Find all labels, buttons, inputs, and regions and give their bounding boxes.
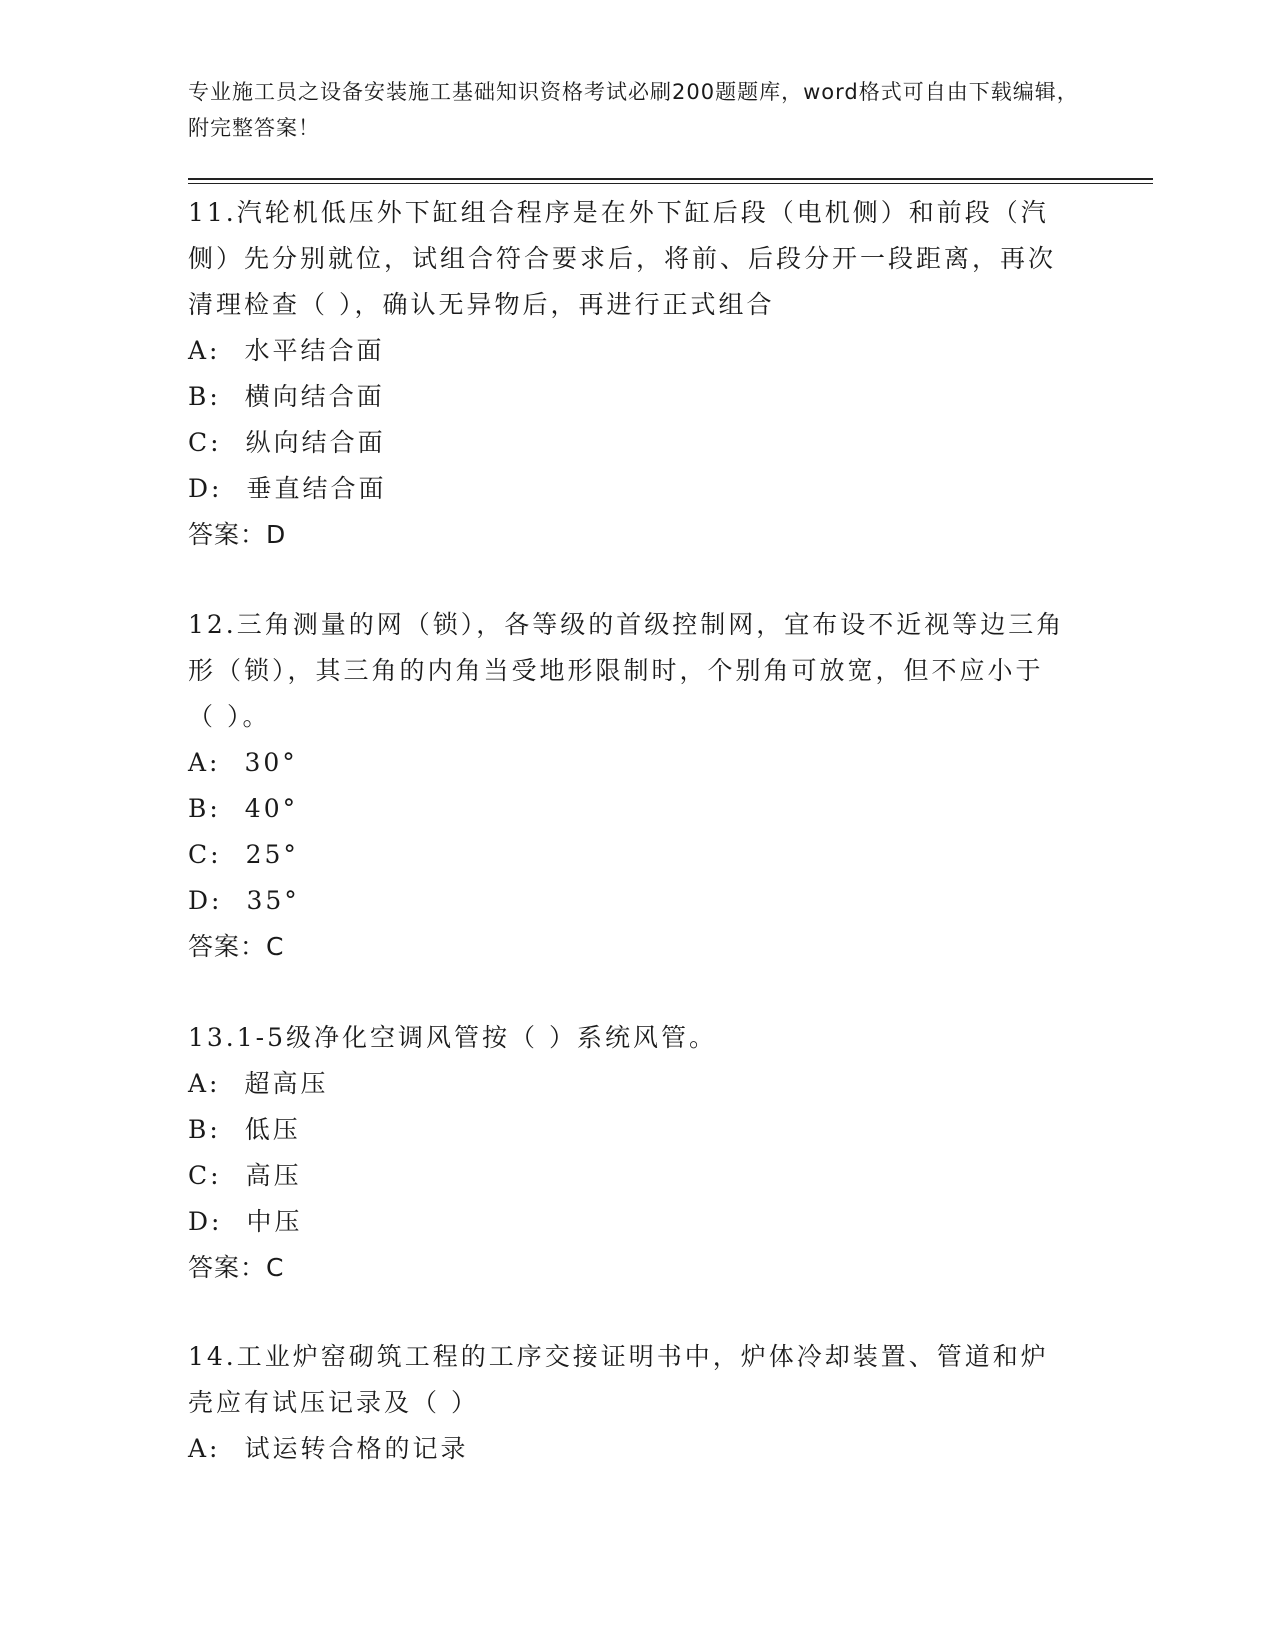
question-stem: 11.汽轮机低压外下缸组合程序是在外下缸后段（电机侧）和前段（汽侧）先分别就位，试组合符合要求后，将前、后段分开一段距离，再次清理检查（ ），确认无异物后，再进行正式组合 (188, 198, 1057, 319)
option-text: 横向结合面 (244, 382, 385, 411)
option-key: C: (188, 1161, 222, 1190)
option-text: 35° (246, 886, 300, 915)
option-text: 中压 (246, 1207, 303, 1236)
answer-line (188, 512, 1068, 558)
option-key: D: (188, 886, 223, 915)
header-divider-thin (188, 183, 1153, 184)
answer-value: C (266, 932, 285, 961)
option-text: 垂直结合面 (246, 474, 387, 503)
answer-value: D (266, 520, 287, 549)
option-b (188, 786, 1068, 832)
option-key: D: (188, 474, 223, 503)
question-stem: 12.三角测量的网（锁），各等级的首级控制网，宜布设不近视等边三角形（锁），其三角的内角当受地形限制时，个别角可放宽，但不应小于（ ）。 (188, 610, 1065, 731)
question-block (188, 1334, 1068, 1472)
option-b (188, 374, 1068, 420)
option-text: 40° (244, 794, 299, 823)
question-stem: 13.1-5级净化空调风管按（ ）系统风管。 (188, 1023, 717, 1052)
option-key: A: (188, 1434, 221, 1463)
answer-line (188, 1245, 1068, 1291)
answer-value: C (266, 1253, 285, 1282)
option-key: B: (188, 382, 221, 411)
question-block (188, 1015, 1068, 1291)
answer-label: 答案： (188, 932, 267, 961)
option-a (188, 1061, 1068, 1107)
question-stem: 14.工业炉窑砌筑工程的工序交接证明书中，炉体冷却装置、管道和炉壳应有试压记录及（ ） (188, 1342, 1049, 1417)
option-c (188, 1153, 1068, 1199)
option-text: 25° (245, 840, 299, 869)
option-key: B: (188, 1115, 221, 1144)
option-d (188, 878, 1068, 924)
option-text: 试运转合格的记录 (244, 1434, 469, 1463)
option-key: A: (188, 1069, 221, 1098)
option-d (188, 1199, 1068, 1245)
answer-label: 答案： (188, 520, 267, 549)
option-c (188, 832, 1068, 878)
answer-line (188, 924, 1068, 970)
option-key: A: (188, 336, 221, 365)
option-key: C: (188, 428, 222, 457)
option-c (188, 420, 1068, 466)
answer-label: 答案： (188, 1253, 267, 1282)
option-key: A: (188, 748, 221, 777)
option-a (188, 740, 1068, 786)
option-text: 30° (244, 748, 298, 777)
question-block (188, 602, 1068, 970)
document-intro: 专业施工员之设备安装施工基础知识资格考试必刷200题题库，word格式可自由下载编辑，附完整答案！ (188, 80, 1079, 140)
option-key: C: (188, 840, 222, 869)
option-text: 超高压 (244, 1069, 329, 1098)
option-key: D: (188, 1207, 223, 1236)
option-text: 高压 (245, 1161, 302, 1190)
option-text: 低压 (244, 1115, 301, 1144)
option-a (188, 328, 1068, 374)
option-text: 纵向结合面 (245, 428, 386, 457)
option-d (188, 466, 1068, 512)
option-b (188, 1107, 1068, 1153)
option-text: 水平结合面 (244, 336, 385, 365)
option-key: B: (188, 794, 221, 823)
question-block (188, 190, 1068, 558)
option-a (188, 1426, 1068, 1472)
header-divider (188, 178, 1153, 180)
